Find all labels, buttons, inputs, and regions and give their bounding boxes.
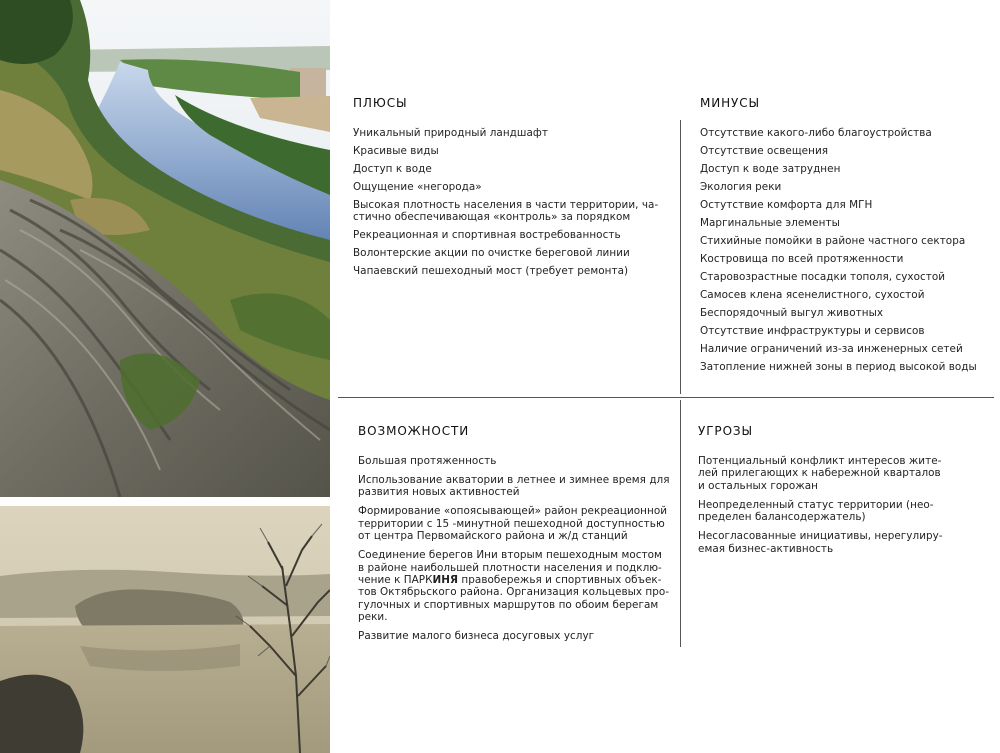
divider-horizontal [338,397,994,398]
opportunity-item: Развитие малого бизнеса досуговых услуг [358,630,595,643]
bridge-text-after: правобережья и спортивных объек- тов Октябрьского района. Организация кольцевых про- гулочных и спортивных маршрутов по обоим берегам реки. [358,574,670,624]
threats-title: УГРОЗЫ [698,424,753,438]
weaknesses-list [700,127,992,373]
opportunity-item: Использование акватории в летнее и зимнее время для развития новых активностей [358,474,670,499]
bridge-text-bold: ИНЯ [432,574,459,587]
strength-item: Ощущение «негорода» [353,181,482,193]
weakness-item: Самосев клена ясенелистного, сухостой [700,289,925,301]
weakness-item: Отсутствие инфраструктуры и сервисов [700,325,925,337]
strength-item: Высокая плотность населения в части территории, ча- стично обеспечивающая «контроль» за порядком [353,199,659,224]
weaknesses-title: МИНУСЫ [700,96,761,110]
weakness-item: Затопление нижней зоны в период высокой воды [700,361,977,373]
divider-vertical-top [680,120,681,394]
opportunity-item: Формирование «опоясывающей» район рекреационной территории с 15 -минутной пешеходной доступностью от центра Первомайского района и ж/д станций [358,505,668,543]
strength-item: Доступ к воде [353,163,432,175]
strength-item: Рекреационная и спортивная востребованность [353,229,621,242]
photo-river-cliff [0,0,330,497]
divider-vertical-bottom [680,400,681,647]
opportunities-section [358,424,670,649]
threat-item: Неопределенный статус территории (нео- пределен балансодержатель) [698,498,934,524]
weakness-item: Отсутствие освещения [700,145,829,157]
opportunities-title: ВОЗМОЖНОСТИ [358,424,470,438]
strength-item: Красивые виды [353,145,439,157]
weakness-item: Остутствие комфорта для МГН [700,199,873,211]
opportunity-item-bridge [358,549,670,623]
opportunities-list [358,455,670,643]
weakness-item: Старовозрастные посадки тополя, сухостой [700,271,946,283]
opportunity-item: Большая протяженность [358,455,497,467]
weakness-item: Кострoвища по всей протяженности [700,253,904,265]
strengths-title: ПЛЮСЫ [353,96,408,110]
threat-item: Потенциальный конфликт интересов жите- лей прилегающих к набережной кварталов и остальных горожан [698,455,942,492]
misty-river-illustration [0,506,330,753]
weakness-item: Отсутствие какого-либо благоустройства [700,127,932,139]
threat-item: Несогласованные инициативы, нерегулиру- емая бизнес-активность [698,530,943,555]
strength-item: Чапаевский пешеходный мост (требует ремонта) [353,265,629,278]
weakness-item: Маргинальные элементы [700,217,840,229]
river-cliff-illustration [0,0,330,497]
strength-item: Волонтерские акции по очистке береговой линии [353,247,630,260]
weakness-item: Беспорядочный выгул животных [700,307,884,319]
weakness-item: Наличие ограничений из-за инженерных сетей [700,343,963,355]
strength-item: Уникальный природный ландшафт [353,127,548,139]
threats-section [698,424,990,562]
weaknesses-section [700,96,992,379]
strengths-list [353,127,669,278]
bridge-text-before: Соединение берегов Ини вторым пешеходным мостом в районе наибольшей плотности населения и подклю- чение к ПАРК [358,549,662,587]
weakness-item: Стихийные помойки в районе частного сектора [700,235,966,247]
strengths-section [353,96,669,283]
photo-misty-river [0,506,330,753]
weakness-item: Экология реки [700,181,782,193]
weakness-item: Доступ к воде затруднен [700,163,841,175]
threats-list [698,455,990,555]
